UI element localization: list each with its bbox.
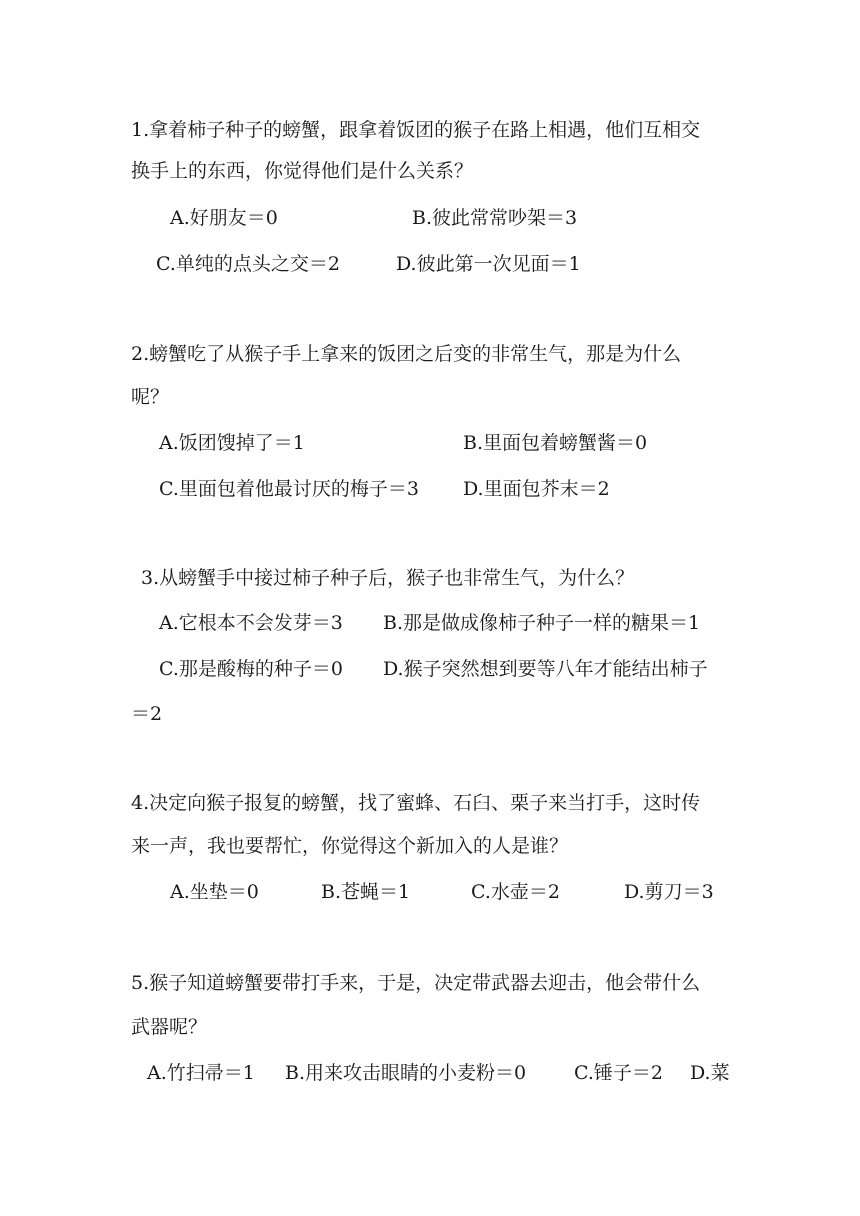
question-3-option-d: D.猴子突然想到要等八年才能结出柿子	[383, 658, 708, 680]
question-3-option-a: A.它根本不会发芽＝3	[159, 612, 343, 634]
question-3-option-c: C.那是酸梅的种子＝0	[159, 658, 343, 680]
question-4-text-line-2: 来一声，我也要帮忙，你觉得这个新加入的人是谁？	[131, 835, 569, 857]
question-3-option-b: B.那是做成像柿子种子一样的糖果＝1	[383, 612, 701, 634]
question-5-text-line-2: 武器呢？	[131, 1016, 208, 1038]
question-1-option-a: A.好朋友＝0	[170, 207, 278, 229]
question-2-text-line-2: 呢？	[131, 386, 170, 408]
question-4-option-b: B.苍蝇＝1	[321, 881, 411, 903]
question-2-text-line-1: 2.螃蟹吃了从猴子手上拿来的饭团之后变的非常生气，那是为什么	[131, 343, 682, 365]
question-5-option-d: D.菜	[690, 1062, 730, 1084]
question-4-text-line-1: 4.决定向猴子报复的螃蟹，找了蜜蜂、石臼、栗子来当打手，这时传	[131, 792, 701, 814]
question-3-option-d-continued: ＝2	[131, 703, 163, 725]
question-5-option-c: C.锤子＝2	[574, 1062, 663, 1084]
question-3-text-line-1: 3.从螃蟹手中接过柿子种子后，猴子也非常生气，为什么？	[141, 567, 635, 589]
question-2-option-a: A.饭团馊掉了＝1	[159, 432, 305, 454]
question-2-option-d: D.里面包芥末＝2	[463, 478, 610, 500]
question-5-text-line-1: 5.猴子知道螃蟹要带打手来，于是，决定带武器去迎击，他会带什么	[131, 972, 701, 994]
question-4-option-c: C.水壶＝2	[471, 881, 560, 903]
question-5-option-a: A.竹扫帚＝1	[147, 1062, 255, 1084]
question-2-option-c: C.里面包着他最讨厌的梅子＝3	[159, 478, 419, 500]
question-1-text-line-2: 换手上的东西，你觉得他们是什么关系？	[131, 160, 474, 182]
question-1-option-d: D.彼此第一次见面＝1	[396, 253, 581, 275]
question-1-option-c: C.单纯的点头之交＝2	[156, 253, 340, 275]
question-4-option-a: A.坐垫＝0	[170, 881, 259, 903]
question-2-option-b: B.里面包着螃蟹酱＝0	[463, 432, 648, 454]
question-5-option-b: B.用来攻击眼睛的小麦粉＝0	[285, 1062, 527, 1084]
question-4-option-d: D.剪刀＝3	[624, 881, 714, 903]
question-1-option-b: B.彼此常常吵架＝3	[412, 207, 578, 229]
question-1-text-line-1: 1.拿着柿子种子的螃蟹，跟拿着饭团的猴子在路上相遇，他们互相交	[131, 119, 701, 141]
